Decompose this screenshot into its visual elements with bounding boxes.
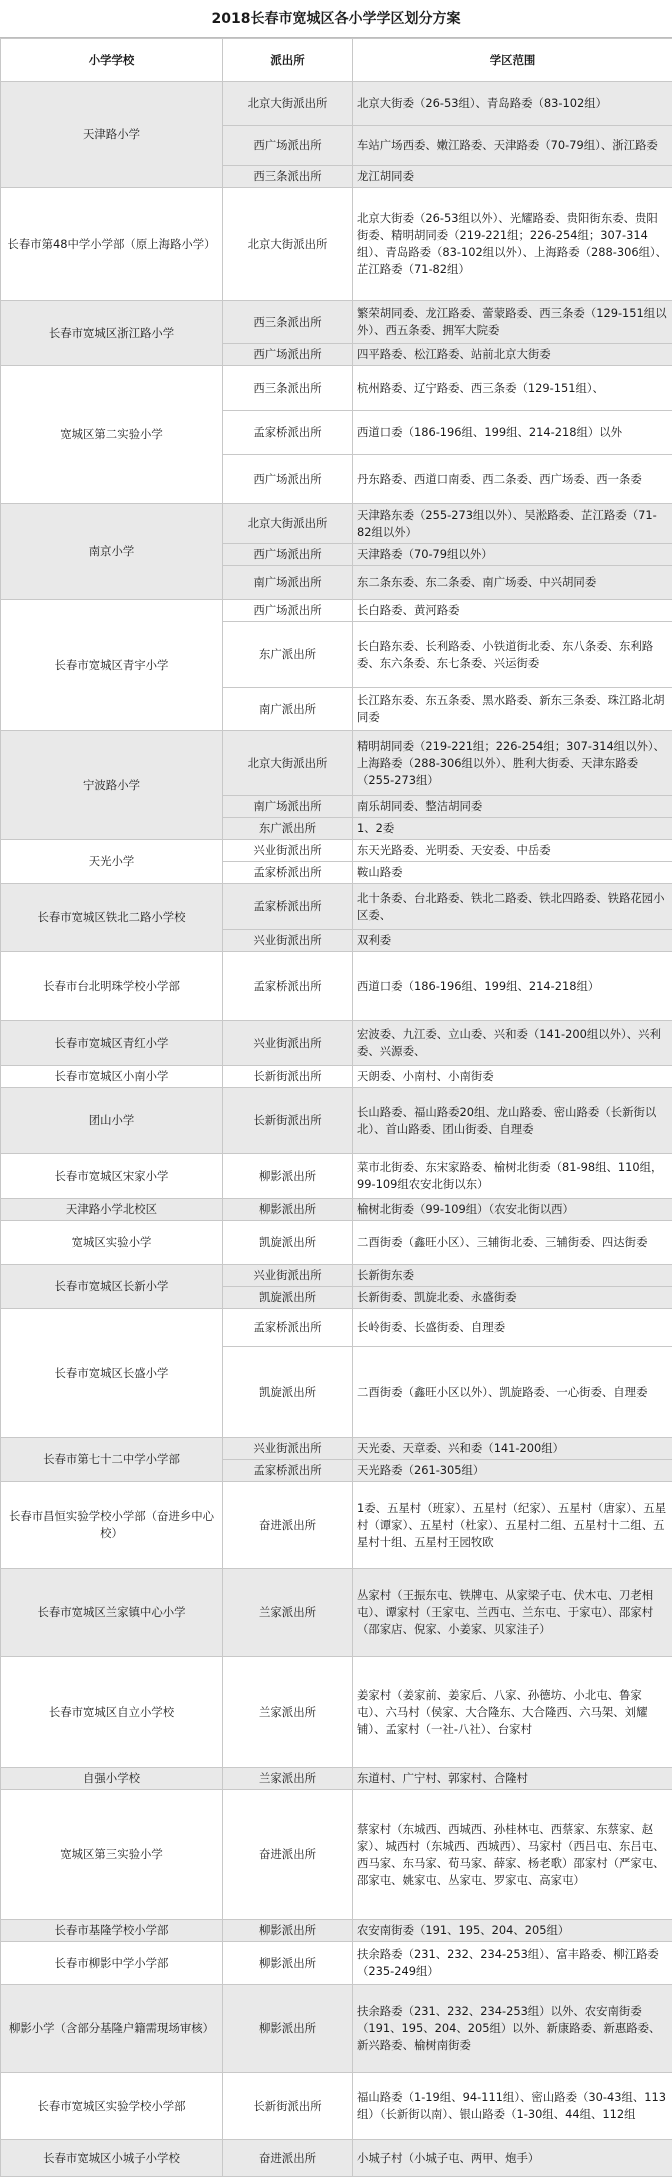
police-station-cell: 孟家桥派出所 [223,1460,353,1482]
district-area-cell: 1委、五星村（班家）、五星村（纪家）、五星村（唐家）、五星村（谭家）、五星村（杜家）、五星村二组、五星村十二组、五星村十组、五星村王园牧欧 [353,1482,672,1569]
district-area-cell: 北京大街委（26-53组）、青岛路委（83-102组） [353,82,672,126]
district-area-cell: 长山路委、福山路委20组、龙山路委、密山路委（长新街以北）、首山路委、团山街委、自理委 [353,1088,672,1154]
school-cell: 长春市宽城区青红小学 [1,1021,223,1066]
table-header-row [1,39,672,82]
table-body [1,82,672,2177]
table-row [1,1920,672,1942]
police-station-cell: 东广派出所 [223,818,353,840]
police-station-cell: 柳影派出所 [223,1920,353,1942]
page-title: 2018长春市宽城区各小学学区划分方案 [0,0,672,38]
police-station-cell: 南广派出所 [223,688,353,731]
district-area-cell: 北京大街委（26-53组以外）、光耀路委、贵阳街东委、贵阳街委、精明胡同委（219-221组；226-254组；307-314组）、青岛路委（83-102组以外）、上海路委（288-306组）、芷江路委（71-82组） [353,188,672,301]
school-cell: 长春市宽城区长盛小学 [1,1309,223,1438]
district-area-cell: 菜市北街委、东宋家路委、榆树北街委（81-98组、110组，99-109组农安北街以东） [353,1154,672,1199]
police-station-cell: 北京大街派出所 [223,504,353,544]
table-row [1,1790,672,1920]
district-table [0,38,672,2177]
school-cell: 长春市柳影中学小学部 [1,1942,223,1985]
district-area-cell: 四平路委、松江路委、站前北京大街委 [353,344,672,366]
police-station-cell: 西广场派出所 [223,600,353,622]
school-cell: 长春市宽城区长新小学 [1,1265,223,1309]
police-station-cell: 西三条派出所 [223,301,353,344]
district-area-cell: 东二条东委、东二条委、南广场委、中兴胡同委 [353,566,672,600]
table-row [1,301,672,344]
district-area-cell: 天光路委（261-305组） [353,1460,672,1482]
table-row [1,366,672,411]
district-area-cell: 二酉街委（鑫旺小区）、三辅街北委、三辅街委、四达街委 [353,1221,672,1265]
police-station-cell: 西三条派出所 [223,166,353,188]
school-cell: 天光小学 [1,840,223,884]
district-area-cell: 姜家村（姜家前、姜家后、八家、孙德坊、小北屯、鲁家屯）、六马村（侯家、大合隆东、大合隆西、六马架、刘耀铺）、孟家村（一社-八社）、台家村 [353,1657,672,1768]
school-cell: 长春市第七十二中学小学部 [1,1438,223,1482]
police-station-cell: 孟家桥派出所 [223,411,353,455]
school-cell: 宽城区第二实验小学 [1,366,223,504]
table-row [1,840,672,862]
table-row [1,1088,672,1154]
school-cell: 长春市宽城区实验学校小学部 [1,2073,223,2140]
table-row [1,2073,672,2140]
school-cell: 长春市第48中学小学部（原上海路小学） [1,188,223,301]
table-row [1,1066,672,1088]
table-row [1,1309,672,1347]
table-row [1,1199,672,1221]
school-cell: 团山小学 [1,1088,223,1154]
district-area-cell: 鞍山路委 [353,862,672,884]
district-area-cell: 1、2委 [353,818,672,840]
police-station-cell: 西三条派出所 [223,366,353,411]
district-area-cell: 丛家村（王振东屯、铁牌屯、从家梁子屯、伏木屯、刀老相屯）、谭家村（王家屯、兰西屯、兰东屯、于家屯）、邵家村（邵家店、倪家、小姜家、贝家洼子） [353,1569,672,1657]
district-area-cell: 南乐胡同委、整洁胡同委 [353,796,672,818]
district-area-cell: 蔡家村（东城西、西城西、孙桂林屯、西蔡家、东蔡家、赵家）、城西村（东城西、西城西）、马家村（西吕屯、东吕屯、西马家、东马家、荀马家、薛家、杨老歌）邵家村（严家屯、邵家屯、姚家屯、丛家屯、罗家屯、高家屯） [353,1790,672,1920]
police-station-cell: 柳影派出所 [223,1942,353,1985]
district-area-cell: 小城子村（小城子屯、两甲、炮手） [353,2140,672,2177]
school-cell: 天津路小学北校区 [1,1199,223,1221]
table-row [1,1768,672,1790]
table-row [1,1021,672,1066]
table-row [1,600,672,622]
police-station-cell: 孟家桥派出所 [223,952,353,1021]
police-station-cell: 兴业街派出所 [223,1265,353,1287]
district-area-cell: 东天光路委、光明委、天安委、中岳委 [353,840,672,862]
table-row [1,952,672,1021]
school-cell: 柳影小学（含部分基隆户籍需現场审核） [1,1985,223,2073]
police-station-cell: 奋进派出所 [223,1482,353,1569]
district-area-cell: 天光委、天章委、兴和委（141-200组） [353,1438,672,1460]
district-area-cell: 二酉街委（鑫旺小区以外）、凯旋路委、一心街委、自理委 [353,1347,672,1438]
police-station-cell: 柳影派出所 [223,1985,353,2073]
police-station-cell: 东广派出所 [223,622,353,688]
district-area-cell: 北十条委、台北路委、铁北二路委、铁北四路委、铁路花园小区委、 [353,884,672,930]
table-row [1,1657,672,1768]
district-area-cell: 榆树北街委（99-109组）（农安北街以西） [353,1199,672,1221]
police-station-cell: 长新街派出所 [223,1066,353,1088]
police-station-cell: 长新街派出所 [223,2073,353,2140]
school-cell: 长春市宽城区兰家镇中心小学 [1,1569,223,1657]
school-cell: 长春市宽城区铁北二路小学校 [1,884,223,952]
district-area-cell: 天津路东委（255-273组以外）、吴淞路委、芷江路委（71-82组以外） [353,504,672,544]
district-area-cell: 丹东路委、西道口南委、西二条委、西广场委、西一条委 [353,455,672,504]
police-station-cell: 凯旋派出所 [223,1221,353,1265]
header-area: 学区范围 [353,39,672,82]
school-cell: 长春市昌恒实验学校小学部（奋进乡中心校） [1,1482,223,1569]
table-row [1,1154,672,1199]
header-police: 派出所 [223,39,353,82]
school-cell: 南京小学 [1,504,223,600]
table-row [1,1482,672,1569]
table-row [1,188,672,301]
police-station-cell: 西广场派出所 [223,344,353,366]
police-station-cell: 奋进派出所 [223,1790,353,1920]
police-station-cell: 兰家派出所 [223,1657,353,1768]
school-cell: 长春市宽城区小南小学 [1,1066,223,1088]
police-station-cell: 凯旋派出所 [223,1287,353,1309]
table-row [1,1265,672,1287]
school-cell: 宽城区实验小学 [1,1221,223,1265]
police-station-cell: 凯旋派出所 [223,1347,353,1438]
table-row [1,1221,672,1265]
school-cell: 长春市台北明珠学校小学部 [1,952,223,1021]
school-cell: 宽城区第三实验小学 [1,1790,223,1920]
district-area-cell: 繁荣胡同委、龙江路委、蕾蒙路委、西三条委（129-151组以外）、西五条委、拥军大院委 [353,301,672,344]
school-cell: 天津路小学 [1,82,223,188]
police-station-cell: 南广场派出所 [223,796,353,818]
table-row [1,1569,672,1657]
district-area-cell: 长江路东委、东五条委、黑水路委、新东三条委、珠江路北胡同委 [353,688,672,731]
district-area-cell: 杭州路委、辽宁路委、西三条委（129-151组）、 [353,366,672,411]
district-area-cell: 福山路委（1-19组、94-111组）、密山路委（30-43组、113组）（长新街以南）、银山路委（1-30组、44组、112组 [353,2073,672,2140]
school-cell: 长春市宽城区宋家小学 [1,1154,223,1199]
police-station-cell: 兴业街派出所 [223,930,353,952]
police-station-cell: 西广场派出所 [223,544,353,566]
police-station-cell: 北京大街派出所 [223,731,353,796]
police-station-cell: 南广场派出所 [223,566,353,600]
table-row [1,2140,672,2177]
school-cell: 宁波路小学 [1,731,223,840]
district-area-cell: 双利委 [353,930,672,952]
district-area-cell: 长新街委、凯旋北委、永盛街委 [353,1287,672,1309]
police-station-cell: 兴业街派出所 [223,840,353,862]
police-station-cell: 柳影派出所 [223,1154,353,1199]
district-area-cell: 西道口委（186-196组、199组、214-218组）以外 [353,411,672,455]
police-station-cell: 北京大街派出所 [223,188,353,301]
school-cell: 自强小学校 [1,1768,223,1790]
school-cell: 长春市宽城区青宇小学 [1,600,223,731]
district-area-cell: 长白路委、黄河路委 [353,600,672,622]
police-station-cell: 孟家桥派出所 [223,862,353,884]
district-area-cell: 东道村、广宁村、郭家村、合隆村 [353,1768,672,1790]
school-cell: 长春市宽城区自立小学校 [1,1657,223,1768]
header-school: 小学学校 [1,39,223,82]
district-area-cell: 长新街东委 [353,1265,672,1287]
police-station-cell: 兴业街派出所 [223,1438,353,1460]
police-station-cell: 西广场派出所 [223,126,353,166]
school-cell: 长春市宽城区小城子小学校 [1,2140,223,2177]
police-station-cell: 北京大街派出所 [223,82,353,126]
police-station-cell: 兴业街派出所 [223,1021,353,1066]
police-station-cell: 兰家派出所 [223,1569,353,1657]
table-row [1,884,672,930]
district-area-cell: 车站广场西委、嫩江路委、天津路委（70-79组）、浙江路委 [353,126,672,166]
district-area-cell: 龙江胡同委 [353,166,672,188]
district-area-cell: 精明胡同委（219-221组；226-254组；307-314组以外）、上海路委（288-306组以外）、胜利大街委、天津东路委（255-273组） [353,731,672,796]
table-row [1,1985,672,2073]
table-row [1,1942,672,1985]
police-station-cell: 西广场派出所 [223,455,353,504]
police-station-cell: 奋进派出所 [223,2140,353,2177]
district-area-cell: 西道口委（186-196组、199组、214-218组） [353,952,672,1021]
school-cell: 长春市基隆学校小学部 [1,1920,223,1942]
district-area-cell: 宏波委、九江委、立山委、兴和委（141-200组以外）、兴利委、兴源委、 [353,1021,672,1066]
table-row [1,1438,672,1460]
school-cell: 长春市宽城区浙江路小学 [1,301,223,366]
police-station-cell: 兰家派出所 [223,1768,353,1790]
table-row [1,504,672,544]
table-row [1,82,672,126]
police-station-cell: 柳影派出所 [223,1199,353,1221]
police-station-cell: 孟家桥派出所 [223,884,353,930]
district-area-cell: 扶余路委（231、232、234-253组）、富丰路委、柳江路委（235-249组） [353,1942,672,1985]
district-area-cell: 长岭街委、长盛街委、自理委 [353,1309,672,1347]
police-station-cell: 长新街派出所 [223,1088,353,1154]
district-area-cell: 天朗委、小南村、小南街委 [353,1066,672,1088]
district-area-cell: 天津路委（70-79组以外） [353,544,672,566]
district-area-cell: 农安南街委（191、195、204、205组） [353,1920,672,1942]
district-area-cell: 长白路东委、长利路委、小铁道街北委、东八条委、东利路委、东六条委、东七条委、兴运街委 [353,622,672,688]
police-station-cell: 孟家桥派出所 [223,1309,353,1347]
district-area-cell: 扶余路委（231、232、234-253组）以外、农安南街委（191、195、204、205组）以外、新康路委、新惠路委、新兴路委、榆树南街委 [353,1985,672,2073]
table-row [1,731,672,796]
